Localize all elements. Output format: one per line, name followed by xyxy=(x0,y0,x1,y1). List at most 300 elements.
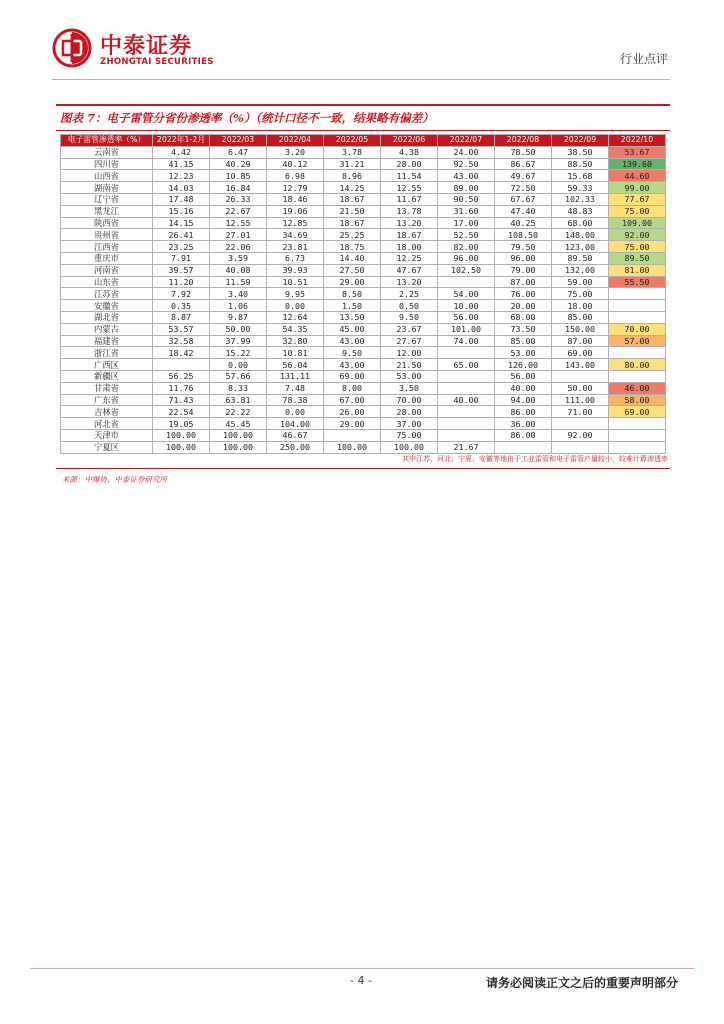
column-header: 2022/08 xyxy=(495,135,552,147)
value-cell: 15.16 xyxy=(153,205,210,217)
value-cell: 32.80 xyxy=(267,335,324,347)
value-cell: 31.60 xyxy=(438,205,495,217)
zhongtai-logo-icon xyxy=(52,28,92,68)
value-cell: 132.00 xyxy=(552,264,609,276)
table-row xyxy=(61,370,666,382)
province-cell: 四川省 xyxy=(61,158,153,170)
table-row xyxy=(61,347,666,359)
value-cell: 81.00 xyxy=(609,264,666,276)
table-row xyxy=(61,252,666,264)
value-cell: 57.66 xyxy=(210,370,267,382)
value-cell: 54.35 xyxy=(267,323,324,335)
value-cell: 43.00 xyxy=(438,170,495,182)
value-cell: 18.00 xyxy=(552,300,609,312)
value-cell: 12.55 xyxy=(381,182,438,194)
value-cell: 45.45 xyxy=(210,418,267,430)
province-cell: 浙江省 xyxy=(61,347,153,359)
value-cell: 18.42 xyxy=(153,347,210,359)
value-cell: 58.00 xyxy=(609,394,666,406)
value-cell xyxy=(324,429,381,441)
value-cell xyxy=(438,418,495,430)
table-row xyxy=(61,158,666,170)
value-cell: 38.50 xyxy=(552,146,609,158)
value-cell: 7.92 xyxy=(153,288,210,300)
value-cell: 10.81 xyxy=(267,347,324,359)
table-row xyxy=(61,170,666,182)
column-header: 2022/09 xyxy=(552,135,609,147)
value-cell xyxy=(609,347,666,359)
value-cell: 13.78 xyxy=(381,205,438,217)
value-cell xyxy=(609,418,666,430)
value-cell: 12.23 xyxy=(153,170,210,182)
value-cell: 40.00 xyxy=(495,382,552,394)
table-header-row xyxy=(61,135,666,147)
value-cell: 16.84 xyxy=(210,182,267,194)
value-cell: 100.00 xyxy=(210,441,267,453)
column-header: 2022/06 xyxy=(381,135,438,147)
value-cell: 7.91 xyxy=(153,252,210,264)
value-cell: 87.00 xyxy=(552,335,609,347)
value-cell: 139.60 xyxy=(609,158,666,170)
column-header: 2022/07 xyxy=(438,135,495,147)
value-cell: 1.50 xyxy=(324,300,381,312)
value-cell xyxy=(609,441,666,453)
table-body xyxy=(61,146,666,453)
value-cell: 48.83 xyxy=(552,205,609,217)
value-cell: 101.00 xyxy=(438,323,495,335)
value-cell: 40.00 xyxy=(438,394,495,406)
logo-chinese-text: 中泰证券 xyxy=(100,34,193,59)
value-cell xyxy=(609,429,666,441)
value-cell: 250.00 xyxy=(267,441,324,453)
province-cell: 宁夏区 xyxy=(61,441,153,453)
value-cell: 22.54 xyxy=(153,406,210,418)
value-cell: 67.67 xyxy=(495,193,552,205)
value-cell: 74.00 xyxy=(438,335,495,347)
value-cell: 22.67 xyxy=(210,205,267,217)
value-cell: 99.00 xyxy=(609,182,666,194)
value-cell: 12.55 xyxy=(210,217,267,229)
value-cell xyxy=(495,441,552,453)
value-cell: 14.25 xyxy=(324,182,381,194)
value-cell: 77.67 xyxy=(609,193,666,205)
value-cell: 2.25 xyxy=(381,288,438,300)
value-cell: 23.67 xyxy=(381,323,438,335)
table-row xyxy=(61,382,666,394)
value-cell: 26.33 xyxy=(210,193,267,205)
value-cell: 63.81 xyxy=(210,394,267,406)
value-cell: 71.00 xyxy=(552,406,609,418)
value-cell xyxy=(552,418,609,430)
value-cell: 40.29 xyxy=(210,158,267,170)
value-cell: 89.50 xyxy=(552,252,609,264)
value-cell: 104.00 xyxy=(267,418,324,430)
value-cell: 9.87 xyxy=(210,311,267,323)
value-cell: 19.06 xyxy=(267,205,324,217)
value-cell: 18.00 xyxy=(381,241,438,253)
value-cell: 126.00 xyxy=(495,359,552,371)
value-cell: 14.03 xyxy=(153,182,210,194)
value-cell: 31.21 xyxy=(324,158,381,170)
value-cell: 9.50 xyxy=(381,311,438,323)
value-cell: 54.00 xyxy=(438,288,495,300)
value-cell: 53.67 xyxy=(609,146,666,158)
value-cell: 56.00 xyxy=(495,370,552,382)
value-cell: 4.38 xyxy=(381,146,438,158)
province-cell: 江苏省 xyxy=(61,288,153,300)
value-cell: 28.00 xyxy=(381,158,438,170)
value-cell: 73.50 xyxy=(495,323,552,335)
value-cell: 8.00 xyxy=(324,382,381,394)
value-cell: 102.50 xyxy=(438,264,495,276)
value-cell: 100.00 xyxy=(153,429,210,441)
value-cell: 69.00 xyxy=(324,370,381,382)
value-cell: 7.48 xyxy=(267,382,324,394)
value-cell: 10.00 xyxy=(438,300,495,312)
value-cell: 41.15 xyxy=(153,158,210,170)
value-cell: 21.67 xyxy=(438,441,495,453)
value-cell: 55.50 xyxy=(609,276,666,288)
value-cell: 3.20 xyxy=(267,146,324,158)
column-header: 2022/03 xyxy=(210,135,267,147)
value-cell: 1.06 xyxy=(210,300,267,312)
value-cell: 143.00 xyxy=(552,359,609,371)
value-cell: 4.42 xyxy=(153,146,210,158)
value-cell: 21.50 xyxy=(324,205,381,217)
value-cell: 79.00 xyxy=(495,264,552,276)
value-cell: 12.79 xyxy=(267,182,324,194)
source-divider xyxy=(56,468,670,469)
value-cell: 12.85 xyxy=(267,217,324,229)
value-cell xyxy=(609,311,666,323)
logo-english-text: ZHONGTAI SECURITIES xyxy=(100,57,214,67)
table-row xyxy=(61,229,666,241)
value-cell: 8.33 xyxy=(210,382,267,394)
value-cell: 79.50 xyxy=(495,241,552,253)
table-row xyxy=(61,146,666,158)
footer-divider xyxy=(30,968,694,969)
header-divider xyxy=(52,79,670,80)
value-cell: 15.68 xyxy=(552,170,609,182)
value-cell: 92.50 xyxy=(438,158,495,170)
value-cell: 39.57 xyxy=(153,264,210,276)
table-row xyxy=(61,276,666,288)
province-cell: 陕西省 xyxy=(61,217,153,229)
value-cell: 49.67 xyxy=(495,170,552,182)
value-cell: 23.81 xyxy=(267,241,324,253)
value-cell: 100.00 xyxy=(210,429,267,441)
value-cell: 59.00 xyxy=(552,276,609,288)
value-cell: 75.00 xyxy=(552,288,609,300)
value-cell: 96.00 xyxy=(438,252,495,264)
value-cell: 37.99 xyxy=(210,335,267,347)
value-cell: 100.00 xyxy=(153,441,210,453)
value-cell: 21.50 xyxy=(381,359,438,371)
value-cell: 94.00 xyxy=(495,394,552,406)
value-cell: 9.50 xyxy=(324,347,381,359)
value-cell: 43.00 xyxy=(324,335,381,347)
value-cell: 27.01 xyxy=(210,229,267,241)
value-cell: 0.00 xyxy=(267,406,324,418)
value-cell: 22.06 xyxy=(210,241,267,253)
table-row xyxy=(61,335,666,347)
value-cell: 53.00 xyxy=(381,370,438,382)
value-cell: 150.00 xyxy=(552,323,609,335)
table-row xyxy=(61,264,666,276)
value-cell: 53.00 xyxy=(495,347,552,359)
column-header: 2022/10 xyxy=(609,135,666,147)
table-row xyxy=(61,182,666,194)
province-cell: 黑龙江 xyxy=(61,205,153,217)
table-row xyxy=(61,359,666,371)
value-cell: 3.40 xyxy=(210,288,267,300)
value-cell: 29.00 xyxy=(324,276,381,288)
province-cell: 河南省 xyxy=(61,264,153,276)
value-cell: 47.40 xyxy=(495,205,552,217)
value-cell: 45.00 xyxy=(324,323,381,335)
value-cell: 75.00 xyxy=(381,429,438,441)
value-cell: 11.67 xyxy=(381,193,438,205)
value-cell: 52.50 xyxy=(438,229,495,241)
province-cell: 福建省 xyxy=(61,335,153,347)
table-note: 其中江苏、河北、宁夏、安徽等地由于工业雷管和电子雷管产量较小，较难计算渗透率 xyxy=(402,455,668,463)
value-cell: 12.64 xyxy=(267,311,324,323)
value-cell: 32.58 xyxy=(153,335,210,347)
value-cell: 102.33 xyxy=(552,193,609,205)
table-row xyxy=(61,205,666,217)
value-cell: 50.00 xyxy=(552,382,609,394)
value-cell: 12.00 xyxy=(381,347,438,359)
value-cell: 90.50 xyxy=(438,193,495,205)
value-cell: 15.22 xyxy=(210,347,267,359)
column-header: 电子雷管渗透率（%） xyxy=(61,135,153,147)
value-cell: 3.59 xyxy=(210,252,267,264)
value-cell: 22.22 xyxy=(210,406,267,418)
value-cell: 86.67 xyxy=(495,158,552,170)
province-cell: 新疆区 xyxy=(61,370,153,382)
value-cell xyxy=(438,347,495,359)
value-cell: 47.67 xyxy=(381,264,438,276)
province-cell: 湖南省 xyxy=(61,182,153,194)
value-cell: 0.35 xyxy=(153,300,210,312)
value-cell: 24.00 xyxy=(438,146,495,158)
value-cell: 3.50 xyxy=(381,382,438,394)
value-cell: 13.50 xyxy=(324,311,381,323)
value-cell xyxy=(153,359,210,371)
value-cell: 86.00 xyxy=(495,406,552,418)
table-row xyxy=(61,394,666,406)
province-cell: 云南省 xyxy=(61,146,153,158)
source-text: 来源：中爆协，中泰证券研究所 xyxy=(62,475,167,484)
table-row xyxy=(61,300,666,312)
value-cell: 100.00 xyxy=(381,441,438,453)
value-cell xyxy=(609,300,666,312)
province-cell: 吉林省 xyxy=(61,406,153,418)
value-cell: 108.50 xyxy=(495,229,552,241)
value-cell: 0.00 xyxy=(267,300,324,312)
value-cell: 18.67 xyxy=(324,217,381,229)
province-cell: 湖北省 xyxy=(61,311,153,323)
value-cell: 6.47 xyxy=(210,146,267,158)
value-cell: 44.60 xyxy=(609,170,666,182)
value-cell: 75.00 xyxy=(609,205,666,217)
value-cell: 9.95 xyxy=(267,288,324,300)
value-cell: 19.05 xyxy=(153,418,210,430)
province-cell: 甘肃省 xyxy=(61,382,153,394)
value-cell: 72.50 xyxy=(495,182,552,194)
value-cell: 11.76 xyxy=(153,382,210,394)
value-cell: 40.25 xyxy=(495,217,552,229)
value-cell: 86.00 xyxy=(495,429,552,441)
value-cell: 18.67 xyxy=(324,193,381,205)
value-cell: 40.08 xyxy=(210,264,267,276)
value-cell: 56.25 xyxy=(153,370,210,382)
value-cell: 53.57 xyxy=(153,323,210,335)
value-cell: 46.67 xyxy=(267,429,324,441)
figure-title: 图表 7：电子雷管分省份渗透率（%）（统计口径不一致，结果略有偏差） xyxy=(60,111,434,125)
value-cell: 10.85 xyxy=(210,170,267,182)
value-cell xyxy=(438,370,495,382)
value-cell xyxy=(609,370,666,382)
value-cell: 109.00 xyxy=(609,217,666,229)
value-cell: 39.93 xyxy=(267,264,324,276)
value-cell: 71.43 xyxy=(153,394,210,406)
value-cell: 68.00 xyxy=(495,311,552,323)
value-cell: 18.46 xyxy=(267,193,324,205)
value-cell: 56.04 xyxy=(267,359,324,371)
value-cell: 25.25 xyxy=(324,229,381,241)
table-row xyxy=(61,418,666,430)
province-cell: 辽宁省 xyxy=(61,193,153,205)
value-cell: 50.00 xyxy=(210,323,267,335)
value-cell: 6.73 xyxy=(267,252,324,264)
value-cell: 28.00 xyxy=(381,406,438,418)
province-cell: 广西区 xyxy=(61,359,153,371)
value-cell: 80.00 xyxy=(609,359,666,371)
province-cell: 江西省 xyxy=(61,241,153,253)
province-cell: 山西省 xyxy=(61,170,153,182)
value-cell: 8.96 xyxy=(324,170,381,182)
value-cell: 34.69 xyxy=(267,229,324,241)
value-cell: 85.00 xyxy=(552,311,609,323)
value-cell: 131.11 xyxy=(267,370,324,382)
value-cell: 68.00 xyxy=(552,217,609,229)
value-cell: 88.50 xyxy=(552,158,609,170)
province-cell: 贵州省 xyxy=(61,229,153,241)
value-cell: 92.00 xyxy=(552,429,609,441)
value-cell: 69.00 xyxy=(609,406,666,418)
value-cell xyxy=(438,406,495,418)
value-cell: 12.25 xyxy=(381,252,438,264)
value-cell: 37.00 xyxy=(381,418,438,430)
report-type-label: 行业点评 xyxy=(619,52,668,66)
table-row xyxy=(61,406,666,418)
value-cell: 76.00 xyxy=(495,288,552,300)
value-cell: 29.00 xyxy=(324,418,381,430)
value-cell: 85.00 xyxy=(495,335,552,347)
value-cell: 69.00 xyxy=(552,347,609,359)
table-row xyxy=(61,323,666,335)
value-cell: 43.00 xyxy=(324,359,381,371)
value-cell: 18.75 xyxy=(324,241,381,253)
value-cell xyxy=(438,276,495,288)
table-row xyxy=(61,217,666,229)
table-row xyxy=(61,429,666,441)
value-cell: 20.00 xyxy=(495,300,552,312)
column-header: 2022/04 xyxy=(267,135,324,147)
table-row xyxy=(61,311,666,323)
value-cell: 111.00 xyxy=(552,394,609,406)
value-cell: 87.00 xyxy=(495,276,552,288)
province-cell: 内蒙古 xyxy=(61,323,153,335)
table-row xyxy=(61,288,666,300)
value-cell: 6.98 xyxy=(267,170,324,182)
penetration-table xyxy=(60,134,666,454)
figure-title-bar xyxy=(56,104,670,131)
value-cell: 70.00 xyxy=(381,394,438,406)
value-cell: 56.00 xyxy=(438,311,495,323)
value-cell xyxy=(552,441,609,453)
value-cell: 46.00 xyxy=(609,382,666,394)
value-cell: 11.59 xyxy=(210,276,267,288)
value-cell xyxy=(552,370,609,382)
column-header: 2022年1-2月 xyxy=(153,135,210,147)
disclaimer-text: 请务必阅读正文之后的重要声明部分 xyxy=(485,976,678,990)
value-cell: 89.00 xyxy=(438,182,495,194)
value-cell: 8.87 xyxy=(153,311,210,323)
value-cell xyxy=(438,382,495,394)
value-cell: 23.25 xyxy=(153,241,210,253)
value-cell xyxy=(438,429,495,441)
column-header: 2022/05 xyxy=(324,135,381,147)
value-cell: 36.00 xyxy=(495,418,552,430)
value-cell: 123.00 xyxy=(552,241,609,253)
value-cell: 78.38 xyxy=(267,394,324,406)
value-cell: 26.41 xyxy=(153,229,210,241)
value-cell: 57.00 xyxy=(609,335,666,347)
province-cell: 安徽省 xyxy=(61,300,153,312)
province-cell: 山东省 xyxy=(61,276,153,288)
value-cell: 89.50 xyxy=(609,252,666,264)
value-cell: 78.50 xyxy=(495,146,552,158)
value-cell: 67.00 xyxy=(324,394,381,406)
value-cell: 59.33 xyxy=(552,182,609,194)
value-cell: 3.78 xyxy=(324,146,381,158)
company-logo xyxy=(52,28,222,72)
value-cell: 0.50 xyxy=(381,300,438,312)
value-cell: 40.12 xyxy=(267,158,324,170)
value-cell: 65.00 xyxy=(438,359,495,371)
province-cell: 广东省 xyxy=(61,394,153,406)
value-cell: 27.50 xyxy=(324,264,381,276)
value-cell: 82.00 xyxy=(438,241,495,253)
value-cell: 75.00 xyxy=(609,241,666,253)
province-cell: 天津市 xyxy=(61,429,153,441)
value-cell: 11.54 xyxy=(381,170,438,182)
value-cell: 13.20 xyxy=(381,217,438,229)
value-cell: 96.00 xyxy=(495,252,552,264)
table-row xyxy=(61,241,666,253)
page-header xyxy=(0,0,724,80)
value-cell: 13.20 xyxy=(381,276,438,288)
value-cell: 26.00 xyxy=(324,406,381,418)
value-cell: 14.15 xyxy=(153,217,210,229)
value-cell: 148.00 xyxy=(552,229,609,241)
value-cell: 17.00 xyxy=(438,217,495,229)
province-cell: 河北省 xyxy=(61,418,153,430)
value-cell: 11.20 xyxy=(153,276,210,288)
value-cell: 100.00 xyxy=(324,441,381,453)
